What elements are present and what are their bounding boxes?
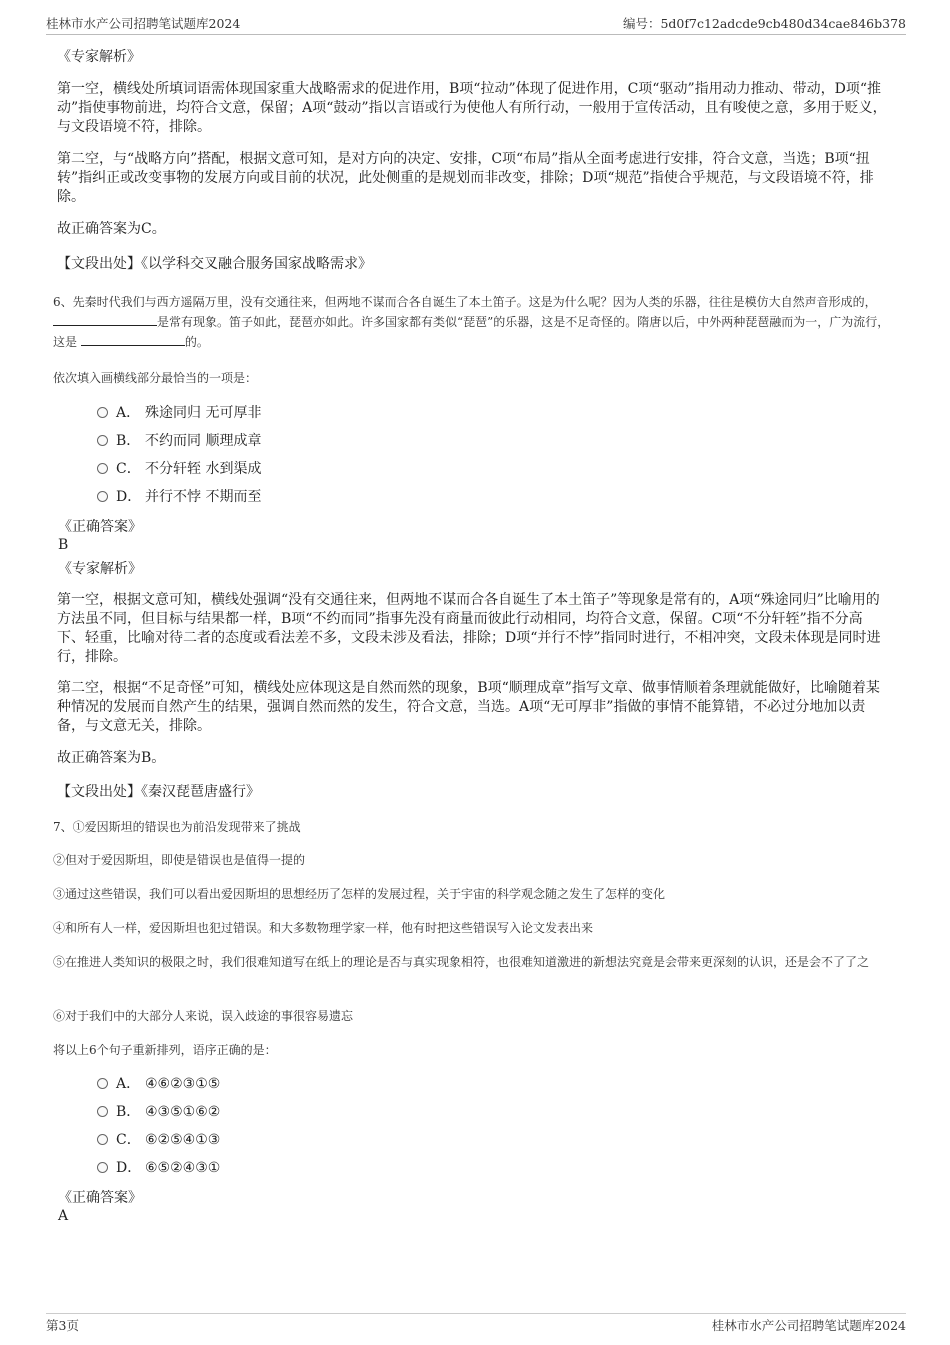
fill-blank (81, 333, 185, 346)
analysis-paragraph: 第一空，根据文意可知，横线处强调“没有交通往来，但两地不谋而合各自诞生了本土笛子”等现象是常有的，A项“殊途同归”比喻用的方法虽不同，但目标与结果都一样，B项“不约而同”指事先没有商量而彼此行动相同，均符合文意，保留。C项“不分轩轾”指不分高下、轻重，比喻对待二者的态度或看法差不多，文段未涉及看法，排除；D项“并行不悖”指同时进行，不相冲突，文段未体现是同时进行，排除。 (57, 592, 881, 665)
radio-icon[interactable] (97, 1106, 108, 1117)
source-citation: 【文段出处】《以学科交叉融合服务国家战略需求》 (57, 256, 372, 272)
analysis-paragraph: 第二空，根据“不足奇怪”可知，横线处应体现这是自然而然的现象，B项“顺理成章”指写文章、做事情顺着条理就能做好，比喻随着某种情况的发展而自然产生的结果，强调自然而然的发生，符合文意，当选。A项“无可厚非”指做的事情不能算错，不必过分地加以责备，与文意无关，排除。 (57, 680, 880, 734)
fill-blank (53, 313, 157, 326)
header-serial: 编号：5d0f7c12adcde9cb480d34cae846b378 (622, 16, 906, 31)
question-prompt: 将以上6个句子重新排列，语序正确的是： (53, 1043, 277, 1057)
question-prompt: 依次填入画横线部分最恰当的一项是： (53, 371, 258, 385)
stem-part: 是常有现象。笛子如此，琵琶亦如此。许多国家都有类似“琵琶”的乐器，这是不足奇怪的。隋唐以后，中外两种琵琶融而为一，广为流行，这是 (53, 315, 890, 349)
sentence-3: ③通过这些错误，我们可以看出爱因斯坦的思想经历了怎样的发展过程，关于宇宙的科学观念随之发生了怎样的变化 (53, 887, 666, 901)
radio-icon[interactable] (97, 463, 108, 474)
option-c[interactable]: C． 不分轩轾 水到渠成 (97, 459, 261, 479)
option-d[interactable]: D． ⑥⑤②④③① (97, 1158, 220, 1178)
radio-icon[interactable] (97, 1162, 108, 1173)
option-a[interactable]: A． 殊途同归 无可厚非 (97, 403, 261, 423)
sentence-2: ②但对于爱因斯坦，即使是错误也是值得一提的 (53, 853, 306, 867)
radio-icon[interactable] (97, 1078, 108, 1089)
expert-analysis-label: 《专家解析》 (57, 49, 141, 65)
sentence-4: ④和所有人一样，爱因斯坦也犯过错误。和大多数物理学家一样，他有时把这些错误写入论文发表出来 (53, 921, 594, 935)
page-number: 第3页 (46, 1318, 79, 1333)
analysis-paragraph: 第二空，与“战略方向”搭配，根据文意可知，是对方向的决定、安排，C项“布局”指从全面考虑进行安排，符合文意，当选；B项“扭转”指纠正或改变事物的发展方向或目前的状况，此处侧重的是规划而非改变，排除；D项“规范”指使合乎规范，与文段语境不符，排除。 (57, 151, 874, 205)
radio-icon[interactable] (97, 435, 108, 446)
footer-title: 桂林市水产公司招聘笔试题库2024 (711, 1318, 906, 1333)
header-title: 桂林市水产公司招聘笔试题库2024 (46, 16, 241, 31)
answer-value: B (58, 537, 69, 553)
radio-icon[interactable] (97, 407, 108, 418)
sentence-6: ⑥对于我们中的大部分人来说，误入歧途的事很容易遗忘 (53, 1009, 354, 1023)
sentence-1: 7、①爱因斯坦的错误也为前沿发现带来了挑战 (53, 820, 301, 834)
analysis-paragraph: 第一空，横线处所填词语需体现国家重大战略需求的促进作用，B项“拉动”体现了促进作用，C项“驱动”指用动力推动、带动，D项“推动”指使事物前进，均符合文意，保留；A项“鼓动”指以言语或行为使他人有所行动，一般用于宣传活动，且有唆使之意，多用于贬义，与文段语境不符，排除。 (57, 81, 887, 135)
stem-part: 6、先秦时代我们与西方遥隔万里，没有交通往来，但两地不谋而合各自诞生了本土笛子。这是为什么呢？因为人类的乐器，往往是模仿大自然声音形成的， (53, 295, 877, 309)
conclusion: 故正确答案为C。 (57, 221, 166, 237)
option-b[interactable]: B． ④③⑤①⑥② (97, 1102, 220, 1122)
page-header (46, 14, 906, 35)
option-c[interactable]: C． ⑥②⑤④①③ (97, 1130, 220, 1150)
radio-icon[interactable] (97, 491, 108, 502)
radio-icon[interactable] (97, 1134, 108, 1145)
answer-value: A (58, 1208, 69, 1224)
source-citation: 【文段出处】《秦汉琵琶唐盛行》 (57, 784, 260, 800)
option-b[interactable]: B． 不约而同 顺理成章 (97, 431, 261, 451)
question-stem (53, 292, 898, 352)
option-a[interactable]: A． ④⑥②③①⑤ (97, 1074, 220, 1094)
page-footer (46, 1313, 906, 1336)
expert-analysis-label: 《专家解析》 (58, 561, 142, 577)
answer-label: 《正确答案》 (58, 1190, 142, 1206)
stem-part: 的。 (184, 335, 209, 349)
answer-label: 《正确答案》 (58, 519, 142, 535)
conclusion: 故正确答案为B。 (57, 750, 166, 766)
sentence-5: ⑤在推进人类知识的极限之时，我们很难知道写在纸上的理论是否与真实现象相符，也很难知道激进的新想法究竟是会带来更深刻的认识，还是会不了了之 (53, 955, 870, 969)
option-d[interactable]: D． 并行不悖 不期而至 (97, 487, 261, 507)
